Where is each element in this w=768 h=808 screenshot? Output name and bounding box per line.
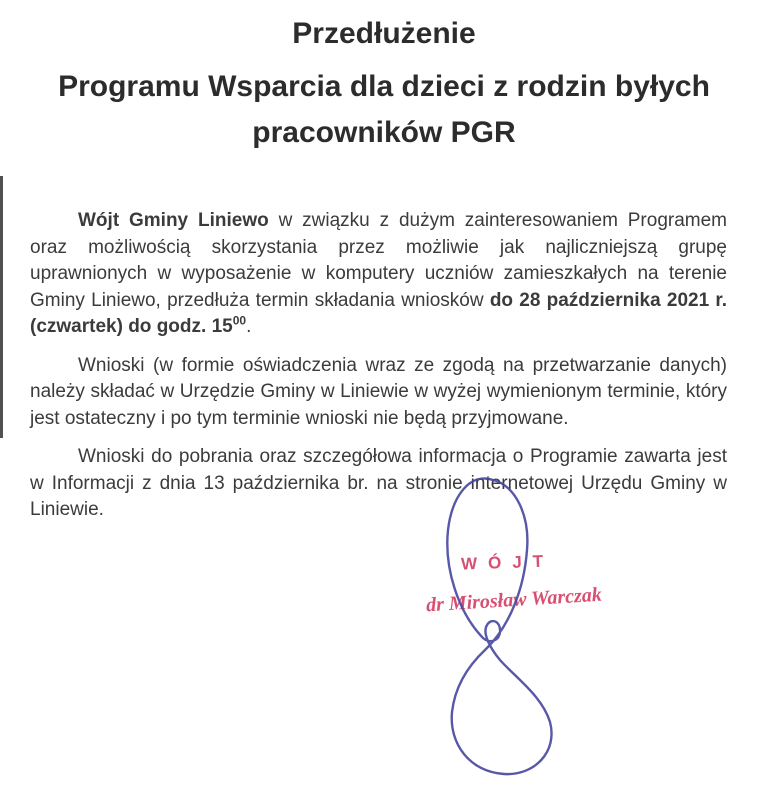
paragraph-submission-rules: Wnioski (w formie oświadczenia wraz ze zgodą na przetwarzanie danych) należy składać w Urzędzie Gminy w Liniewie w wyżej wymienionym terminie, który jest ostateczny i po tym terminie wnioski nie będą przyjmowane. [30,354,727,429]
document-subtitle-line-2: pracowników PGR [252,116,516,149]
paragraph-1-regular-text: w związku z dużym zainteresowaniem Programem oraz możliwością skorzystania przez możliwie jak najliczniejszą grupę uprawnionych w wyposażenie w komputery uczniów zamieszkałych na terenie Gminy Liniewo, przedłuża termin składania wniosków [30,210,727,311]
deadline-hour-superscript: 00 [232,313,247,328]
bold-deadline-text: do 28 października 2021 r. (czwartek) do godz. 15 [30,289,728,337]
document-subtitle-line-1: Programu Wsparcia dla dzieci z rodzin byłych [58,70,710,103]
paragraph-extension-notice [30,208,727,341]
scan-edge-artifact [0,176,3,438]
document-subtitle [0,64,768,156]
paragraph-download-info: Wnioski do pobrania oraz szczegółowa informacja o Programie zawarta jest w Informacji z dnia 13 października br. na stronie internetowej Urzędu Gminy w Liniewie. [30,446,727,520]
bold-lead-wojt-gminy-liniewo: Wójt Gminy Liniewo [78,210,269,231]
document-body [30,208,727,524]
stamp-name-text: dr Mirosław Warczak [425,583,603,617]
document-title: Przedłużenie [292,17,476,50]
stamp-role-text: WÓJT [460,551,555,574]
paragraph-1-end-period: . [246,316,252,337]
